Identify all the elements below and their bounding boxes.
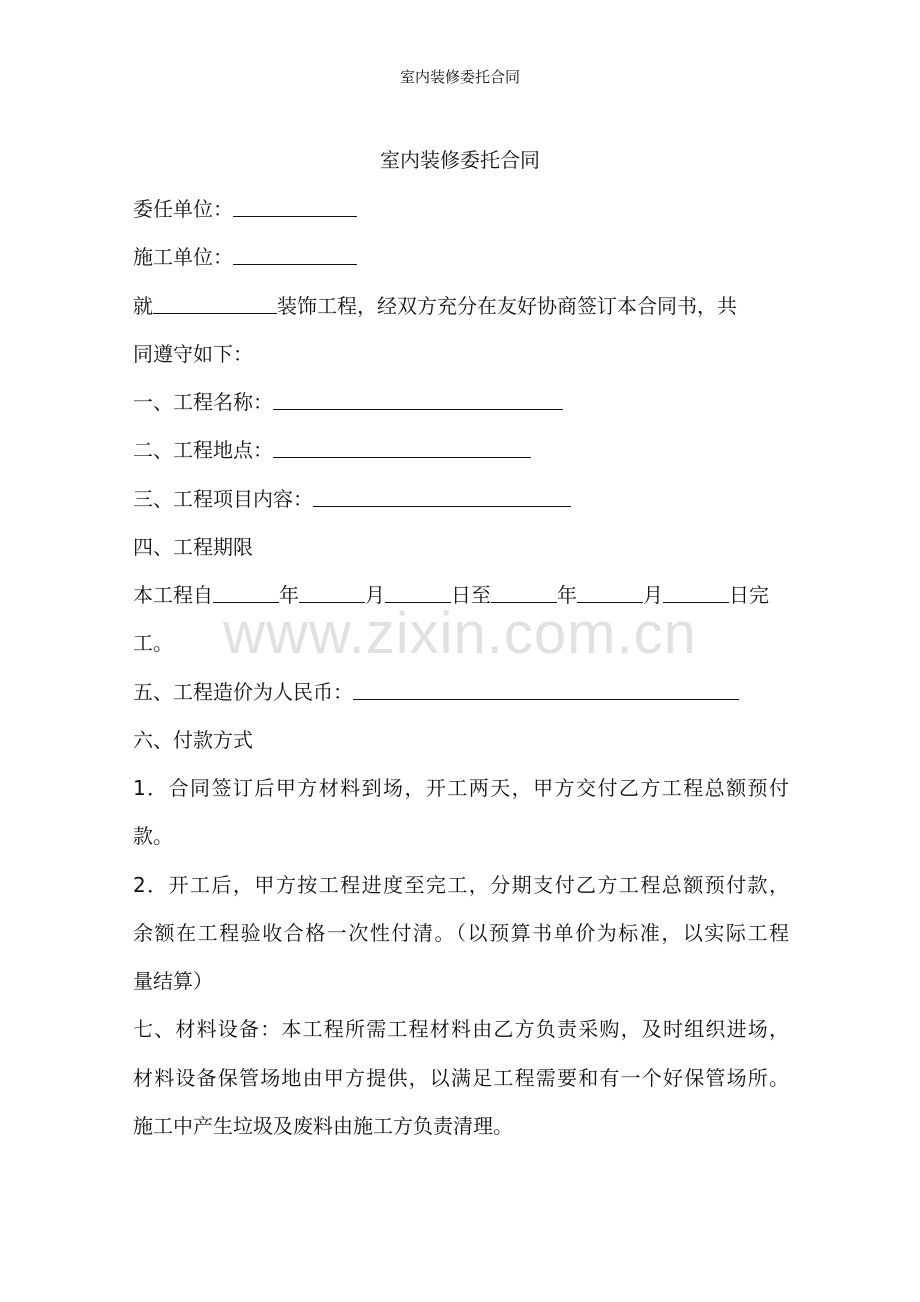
project-content-blank	[313, 486, 571, 507]
section-5-label: 五、工程造价为人民币：	[133, 680, 353, 704]
contractor-blank	[233, 244, 357, 265]
section-4-period-line-2: 工。	[133, 631, 173, 655]
section-1-line	[133, 386, 563, 415]
period-from-label: 本工程自	[133, 583, 213, 607]
section-2-line	[133, 434, 531, 463]
price-blank	[353, 679, 739, 700]
section-4-period-line	[133, 579, 769, 608]
start-year-label: 年	[279, 583, 299, 607]
start-month-label: 月	[365, 583, 385, 607]
payment-2-line-2: 余额在工程验收合格一次性付清。（以预算书单价为标准，以实际工程	[133, 921, 789, 945]
payment-1-line-2: 款。	[133, 824, 173, 848]
section-3-label: 三、工程项目内容：	[133, 487, 313, 511]
project-location-blank	[273, 437, 531, 458]
payment-1-line-1: 1．合同签订后甲方材料到场，开工两天，甲方交付乙方工程总额预付	[133, 776, 789, 800]
end-day-label: 日完	[729, 583, 769, 607]
start-day-label: 日至	[451, 583, 491, 607]
end-month-blank	[577, 582, 643, 603]
start-month-blank	[299, 582, 365, 603]
intro-suffix: 装饰工程，经双方充分在友好协商签订本合同书，共	[277, 294, 737, 318]
project-name-blank	[273, 389, 563, 410]
contractor-label: 施工单位：	[133, 245, 233, 269]
section-5-line	[133, 676, 739, 705]
end-day-blank	[663, 582, 729, 603]
project-blank	[153, 293, 277, 314]
section-6-heading: 六、付款方式	[133, 728, 253, 752]
running-header: 室内装修委托合同	[399, 68, 520, 86]
intro-line-1	[133, 290, 737, 319]
payment-2-line-1: 2．开工后，甲方按工程进度至完工，分期支付乙方工程总额预付款，	[133, 873, 789, 897]
client-blank	[233, 196, 357, 217]
end-year-label: 年	[557, 583, 577, 607]
client-label: 委任单位：	[133, 197, 233, 221]
intro-line-2: 同遵守如下：	[133, 342, 253, 366]
document-title: 室内装修委托合同	[380, 148, 540, 172]
client-line	[133, 193, 357, 222]
end-year-blank	[491, 582, 557, 603]
section-7-line-1: 七、材料设备：本工程所需工程材料由乙方负责采购，及时组织进场，	[133, 1017, 789, 1041]
watermark: www.zixin.com.cn	[223, 601, 697, 666]
section-1-label: 一、工程名称：	[133, 390, 273, 414]
end-month-label: 月	[643, 583, 663, 607]
start-year-blank	[213, 582, 279, 603]
section-4-heading: 四、工程期限	[133, 535, 253, 559]
section-3-line	[133, 483, 571, 512]
section-7-line-3: 施工中产生垃圾及废料由施工方负责清理。	[133, 1114, 513, 1138]
intro-prefix: 就	[133, 294, 153, 318]
section-7-line-2: 材料设备保管场地由甲方提供，以满足工程需要和有一个好保管场所。	[133, 1066, 789, 1090]
payment-2-line-3: 量结算）	[133, 969, 213, 993]
start-day-blank	[385, 582, 451, 603]
contractor-line	[133, 241, 357, 270]
section-2-label: 二、工程地点：	[133, 438, 273, 462]
